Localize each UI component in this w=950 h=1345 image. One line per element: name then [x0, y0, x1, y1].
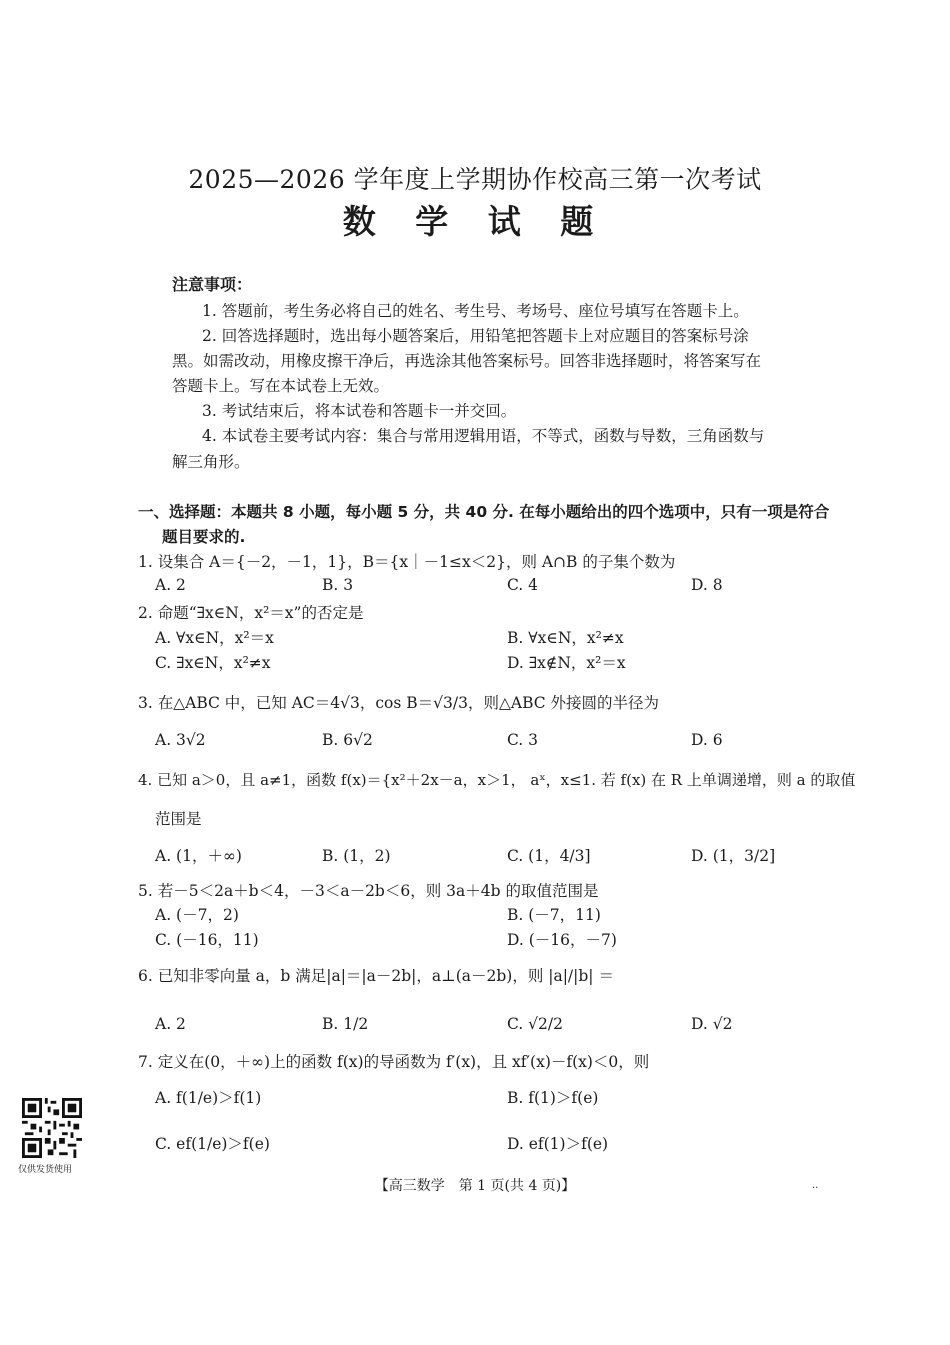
option-b: B. 3 — [322, 576, 354, 594]
option-b: B. (－7，11) — [507, 906, 601, 924]
option-d: D. ∃x∉N，x²＝x — [507, 654, 626, 672]
option-c: C. ∃x∈N，x²≠x — [155, 654, 271, 672]
option-a: A. f(1/e)＞f(1) — [155, 1089, 262, 1107]
option-d: D. √2 — [691, 1015, 733, 1033]
option-a: A. 2 — [155, 1015, 186, 1033]
option-b: B. 6√2 — [322, 731, 373, 749]
option-a: A. ∀x∈N，x²＝x — [155, 629, 274, 647]
question-stem: 1. 设集合 A＝{－2，－1，1}，B＝{x｜－1≤x＜2}，则 A∩B 的子集个数为 — [138, 553, 676, 571]
option-d: D. 8 — [691, 576, 723, 594]
option-a: A. 3√2 — [155, 731, 206, 749]
page-footer: 【高三数学 第 1 页(共 4 页)】 — [374, 1178, 576, 1194]
question-stem: 4. 已知 a＞0，且 a≠1，函数 f(x)＝{x²＋2x－a，x＞1， aˣ，x≤1. 若 f(x) 在 R 上单调递增，则 a 的取值 — [138, 771, 856, 789]
option-d: D. (1，3/2] — [691, 847, 776, 865]
question-stem: 2. 命题“∃x∈N，x²＝x”的否定是 — [138, 604, 364, 622]
option-c: C. (1，4/3] — [507, 847, 591, 865]
option-b: B. (1，2) — [322, 847, 391, 865]
notice-heading: 注意事项： — [172, 275, 253, 294]
section-heading-cont: 题目要求的. — [162, 528, 246, 546]
section-heading: 一、选择题：本题共 8 小题，每小题 5 分，共 40 分. 在每小题给出的四个选项中，只有一项是符合 — [138, 503, 830, 521]
option-c: C. √2/2 — [507, 1015, 563, 1033]
question-stem-cont: 范围是 — [155, 810, 202, 828]
notice-line: 答题卡上。写在本试卷上无效。 — [172, 377, 390, 395]
option-c: C. ef(1/e)＞f(e) — [155, 1135, 270, 1153]
option-b: B. f(1)＞f(e) — [507, 1089, 599, 1107]
option-c: C. (－16，11) — [155, 931, 259, 949]
question-stem: 7. 定义在(0，＋∞)上的函数 f(x)的导函数为 f′(x)，且 xf′(x)－f(x)＜0，则 — [138, 1053, 650, 1071]
notice-line: 解三角形。 — [172, 453, 250, 471]
qr-code-icon — [22, 1098, 82, 1158]
notice-line: 4. 本试卷主要考试内容：集合与常用逻辑用语，不等式，函数与导数，三角函数与 — [202, 427, 765, 445]
notice-line: 1. 答题前，考生务必将自己的姓名、考生号、考场号、座位号填写在答题卡上。 — [202, 302, 749, 320]
option-a: A. (1，＋∞) — [155, 847, 242, 865]
footer-mark: .. — [812, 1180, 819, 1191]
option-c: C. 4 — [507, 576, 539, 594]
notice-line: 3. 考试结束后，将本试卷和答题卡一并交回。 — [202, 402, 517, 420]
option-c: C. 3 — [507, 731, 539, 749]
option-b: B. ∀x∈N，x²≠x — [507, 629, 624, 647]
option-d: D. 6 — [691, 731, 723, 749]
qr-caption: 仅供发货使用 — [18, 1165, 73, 1175]
question-stem: 3. 在△ABC 中，已知 AC＝4√3，cos B＝√3/3，则△ABC 外接圆的半径为 — [138, 694, 660, 712]
question-stem: 6. 已知非零向量 a，b 满足|a|＝|a－2b|，a⊥(a－2b)，则 |a|/|b| ＝ — [138, 967, 614, 985]
notice-line: 2. 回答选择题时，选出每小题答案后，用铅笔把答题卡上对应题目的答案标号涂 — [202, 327, 749, 345]
exam-title: 2025—2026 学年度上学期协作校高三第一次考试 — [188, 165, 762, 194]
question-stem: 5. 若－5＜2a＋b＜4，－3＜a－2b＜6，则 3a＋4b 的取值范围是 — [138, 882, 599, 900]
option-d: D. (－16，－7) — [507, 931, 617, 949]
subject-title: 数 学 试 题 — [342, 202, 608, 241]
notice-line: 黑。如需改动，用橡皮擦干净后，再选涂其他答案标号。回答非选择题时，将答案写在 — [172, 352, 762, 370]
option-b: B. 1/2 — [322, 1015, 369, 1033]
option-a: A. (－7，2) — [155, 906, 239, 924]
option-a: A. 2 — [155, 576, 186, 594]
option-d: D. ef(1)＞f(e) — [507, 1135, 609, 1153]
